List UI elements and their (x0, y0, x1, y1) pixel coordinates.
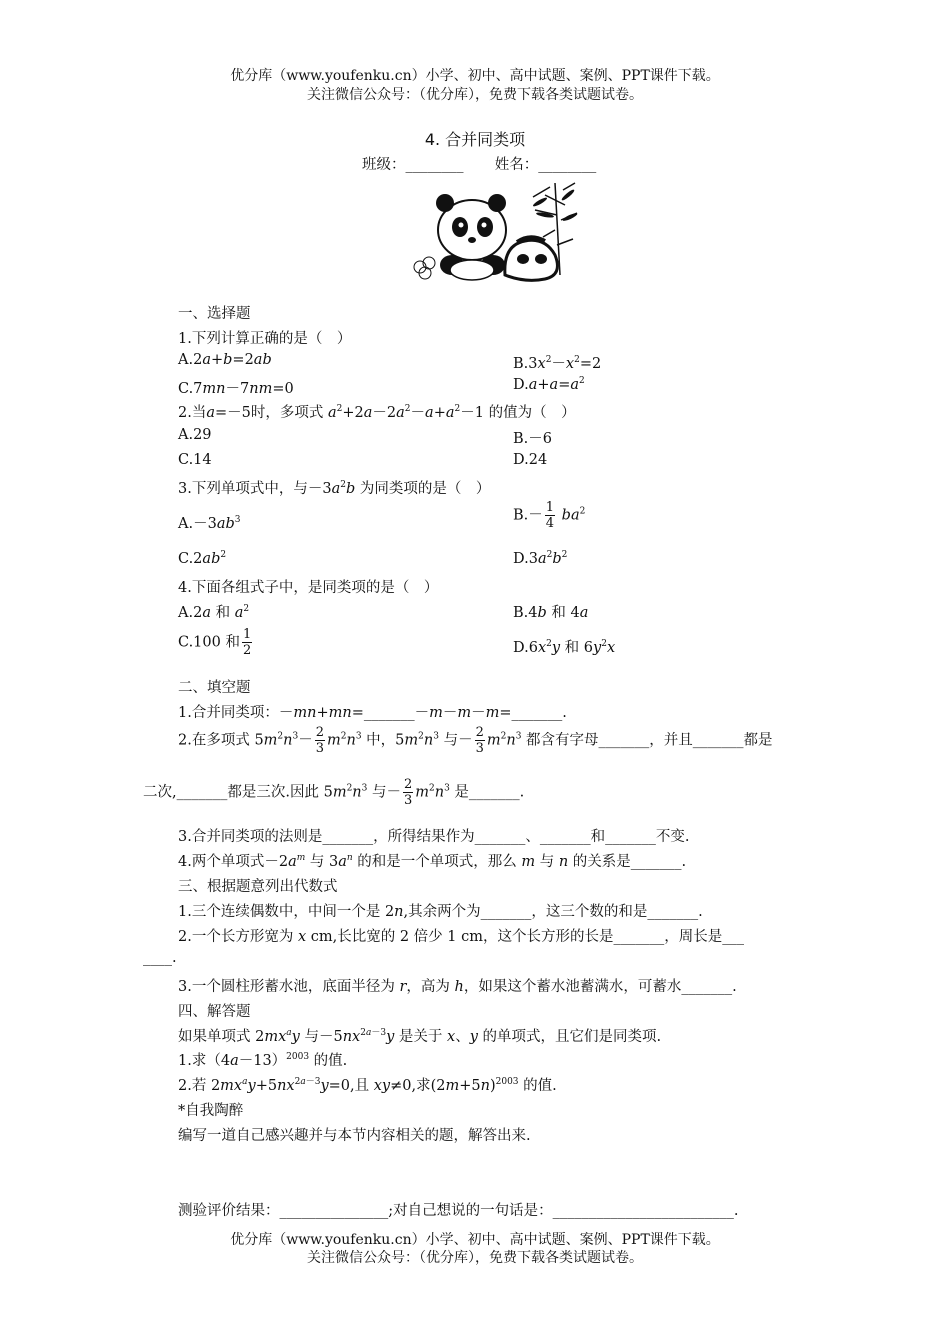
question-2: 2.当a=－5时，多项式 $a^2+2a-2a^2-a+a^2-1$ 的值为（ ） (178, 404, 576, 421)
section-1-heading: 一、选择题 (178, 306, 251, 322)
q3-option-d: $D.3a^2b^2$ (513, 550, 568, 567)
q2-option-b: B.－6 (513, 431, 552, 447)
q1-option-b: $B.3x^2-x^2=2$ (513, 355, 602, 372)
expr-question-2: 2.一个长方形宽为 x cm,长比宽的 2 倍少 1 cm，这个长方形的长是_______，周长是___ (178, 929, 744, 945)
fill-question-4: 4.两个单项式$-2a^m$ 与 $3a^n$ 的和是一个单项式，那么 m 与 n 的关系是_______. (178, 853, 687, 870)
q2-option-a: A.29 (178, 427, 212, 443)
panda-illustration (405, 175, 580, 287)
answer-intro: 如果单项式 $2mx^ay$ 与$-5nx^{2a-3}y$ 是关于 x、y 的单项式，且它们是同类项. (178, 1028, 662, 1045)
name-label: 姓名： (494, 157, 539, 173)
footer-line-2: 关注微信公众号：（优分库），免费下载各类试题试卷。 (307, 1250, 643, 1266)
expr-question-2-cont: ____. (143, 950, 177, 966)
section-4-heading: 四、解答题 (178, 1004, 251, 1020)
section-3-heading: 三、根据题意列出代数式 (178, 879, 338, 895)
header-line-1: 优分库（www.youfenku.cn）小学、初中、高中试题、案例、PPT课件下载。 (230, 68, 720, 84)
q4-option-c: C.100 和 $\frac{1}{2}$ (178, 627, 252, 658)
question-1: 1.下列计算正确的是（ ） (178, 331, 352, 347)
fill-question-1: 1.合并同类项：－mn+mn=_______－m－m－m=_______. (178, 705, 567, 721)
section-2-heading: 二、填空题 (178, 680, 251, 696)
expr-question-3: 3.一个圆柱形蓄水池，底面半径为 r，高为 h，如果这个蓄水池蓄满水，可蓄水_______. (178, 979, 737, 995)
header-line-2: 关注微信公众号：（优分库），免费下载各类试题试卷。 (307, 87, 643, 103)
fill-question-2-line-2: 二次,_______都是三次.因此 $5m^2n^3$ 与－ $\frac{2}{3}$ $m^2n^3$ 是_______. (143, 777, 525, 808)
q4-option-d: $D.6x^2y$ 和 $6y^2x$ (513, 639, 616, 656)
answer-question-2: 2.若 $2mx^ay+5nx^{2a-3}y=0$,且 xy≠0,求$(2m+5n)^{2003}$ 的值. (178, 1077, 557, 1094)
name-blank: ________ (538, 157, 597, 173)
question-3: 3.下列单项式中，与$-3a^2b$ 为同类项的是（ ） (178, 480, 491, 497)
evaluation-line: 测验评价结果：_______________;对自己想说的一句话是：_________________________. (178, 1203, 739, 1219)
q1-option-d: $D.a+a=a^2$ (513, 376, 585, 393)
q2-option-d: D.24 (513, 452, 548, 468)
question-4: 4.下面各组式子中，是同类项的是（ ） (178, 580, 439, 596)
q2-option-c: C.14 (178, 452, 212, 468)
class-name-row (362, 153, 596, 174)
expr-question-1: 1.三个连续偶数中，中间一个是 2n,其余两个为_______，这三个数的和是_______. (178, 904, 703, 920)
q3-option-b: B.－ $\frac{1}{4}$ $ba^2$ (513, 500, 586, 531)
q3-option-a: $A.-3ab^3$ (178, 515, 241, 532)
self-heading: *自我陶醉 (178, 1103, 244, 1119)
q3-option-c: $C.2ab^2$ (178, 550, 227, 567)
answer-question-1: 1.求$(4a-13)^{2003}$ 的值. (178, 1052, 348, 1069)
q4-option-a: A.2a 和 $a^2$ (178, 604, 250, 621)
q1-option-a: A.2a+b=2ab (178, 352, 272, 368)
fill-question-3: 3.合并同类项的法则是_______，所得结果作为_______、_______和_______不变. (178, 829, 690, 845)
class-label: 班级： (362, 157, 406, 173)
q4-option-b: B.4b 和 4a (513, 605, 589, 621)
self-text: 编写一道自己感兴趣并与本节内容相关的题，解答出来. (178, 1128, 531, 1144)
footer-line-1: 优分库（www.youfenku.cn）小学、初中、高中试题、案例、PPT课件下载。 (230, 1232, 720, 1248)
q3-prefix: 3.下列单项式中，与－3 (178, 481, 332, 497)
q2-prefix: 2.当 (178, 405, 207, 421)
q1-option-c: C.7mn－7nm=0 (178, 381, 294, 397)
class-blank: ________ (405, 157, 464, 173)
page-title: 4. 合并同类项 (424, 130, 526, 149)
fill-question-2-line-1: 2.在多项式 $5m^2n^3-$ $\frac{2}{3}$ $m^2n^3$ 中，$5m^2n^3$ 与－ $\frac{2}{3}$ $m^2n^3$ 都含有字母_______，并且_______都是 (178, 725, 773, 756)
